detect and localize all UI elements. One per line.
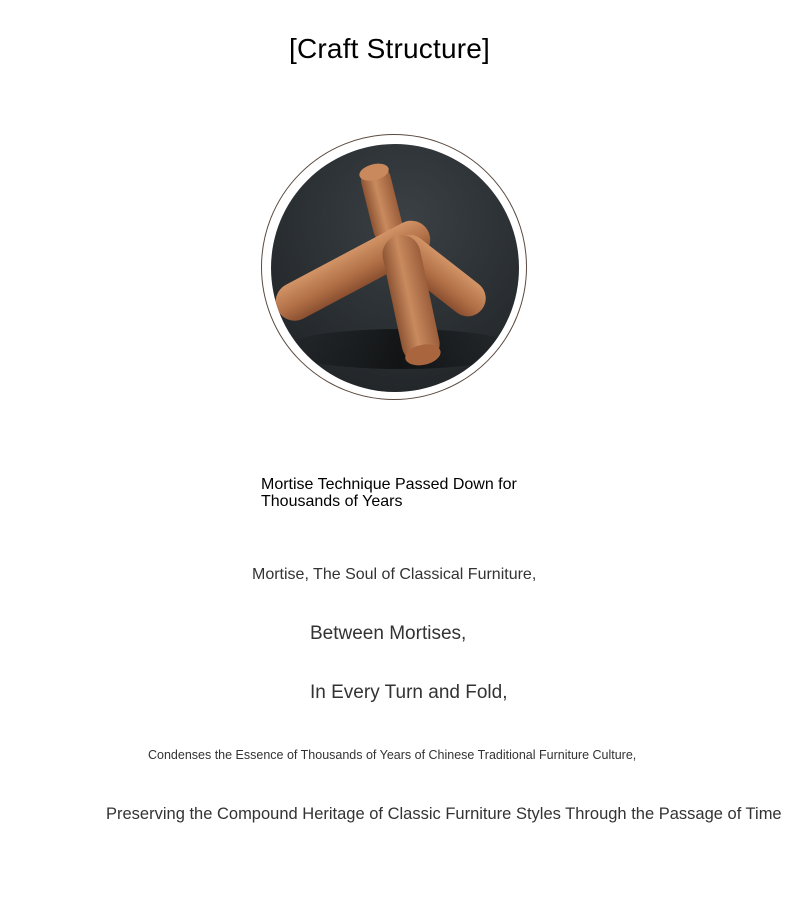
poem-line-4: Condenses the Essence of Thousands of Years of Chinese Traditional Furniture Culture,: [148, 748, 637, 762]
poem-line-1: Mortise, The Soul of Classical Furniture,: [252, 566, 537, 583]
mortise-joint-photo: [271, 144, 519, 392]
poem-line-5: Preserving the Compound Heritage of Classic Furniture Styles Through the Passage of Time: [106, 805, 782, 823]
poem-line-3: In Every Turn and Fold,: [310, 682, 508, 703]
feature-subtitle: Mortise Technique Passed Down for Thousands of Years: [261, 476, 517, 510]
mortise-joint-illustration: [271, 144, 519, 392]
poem-line-2: Between Mortises,: [310, 623, 467, 644]
section-title: [Craft Structure]: [289, 33, 491, 64]
photo-ring: [261, 134, 527, 400]
